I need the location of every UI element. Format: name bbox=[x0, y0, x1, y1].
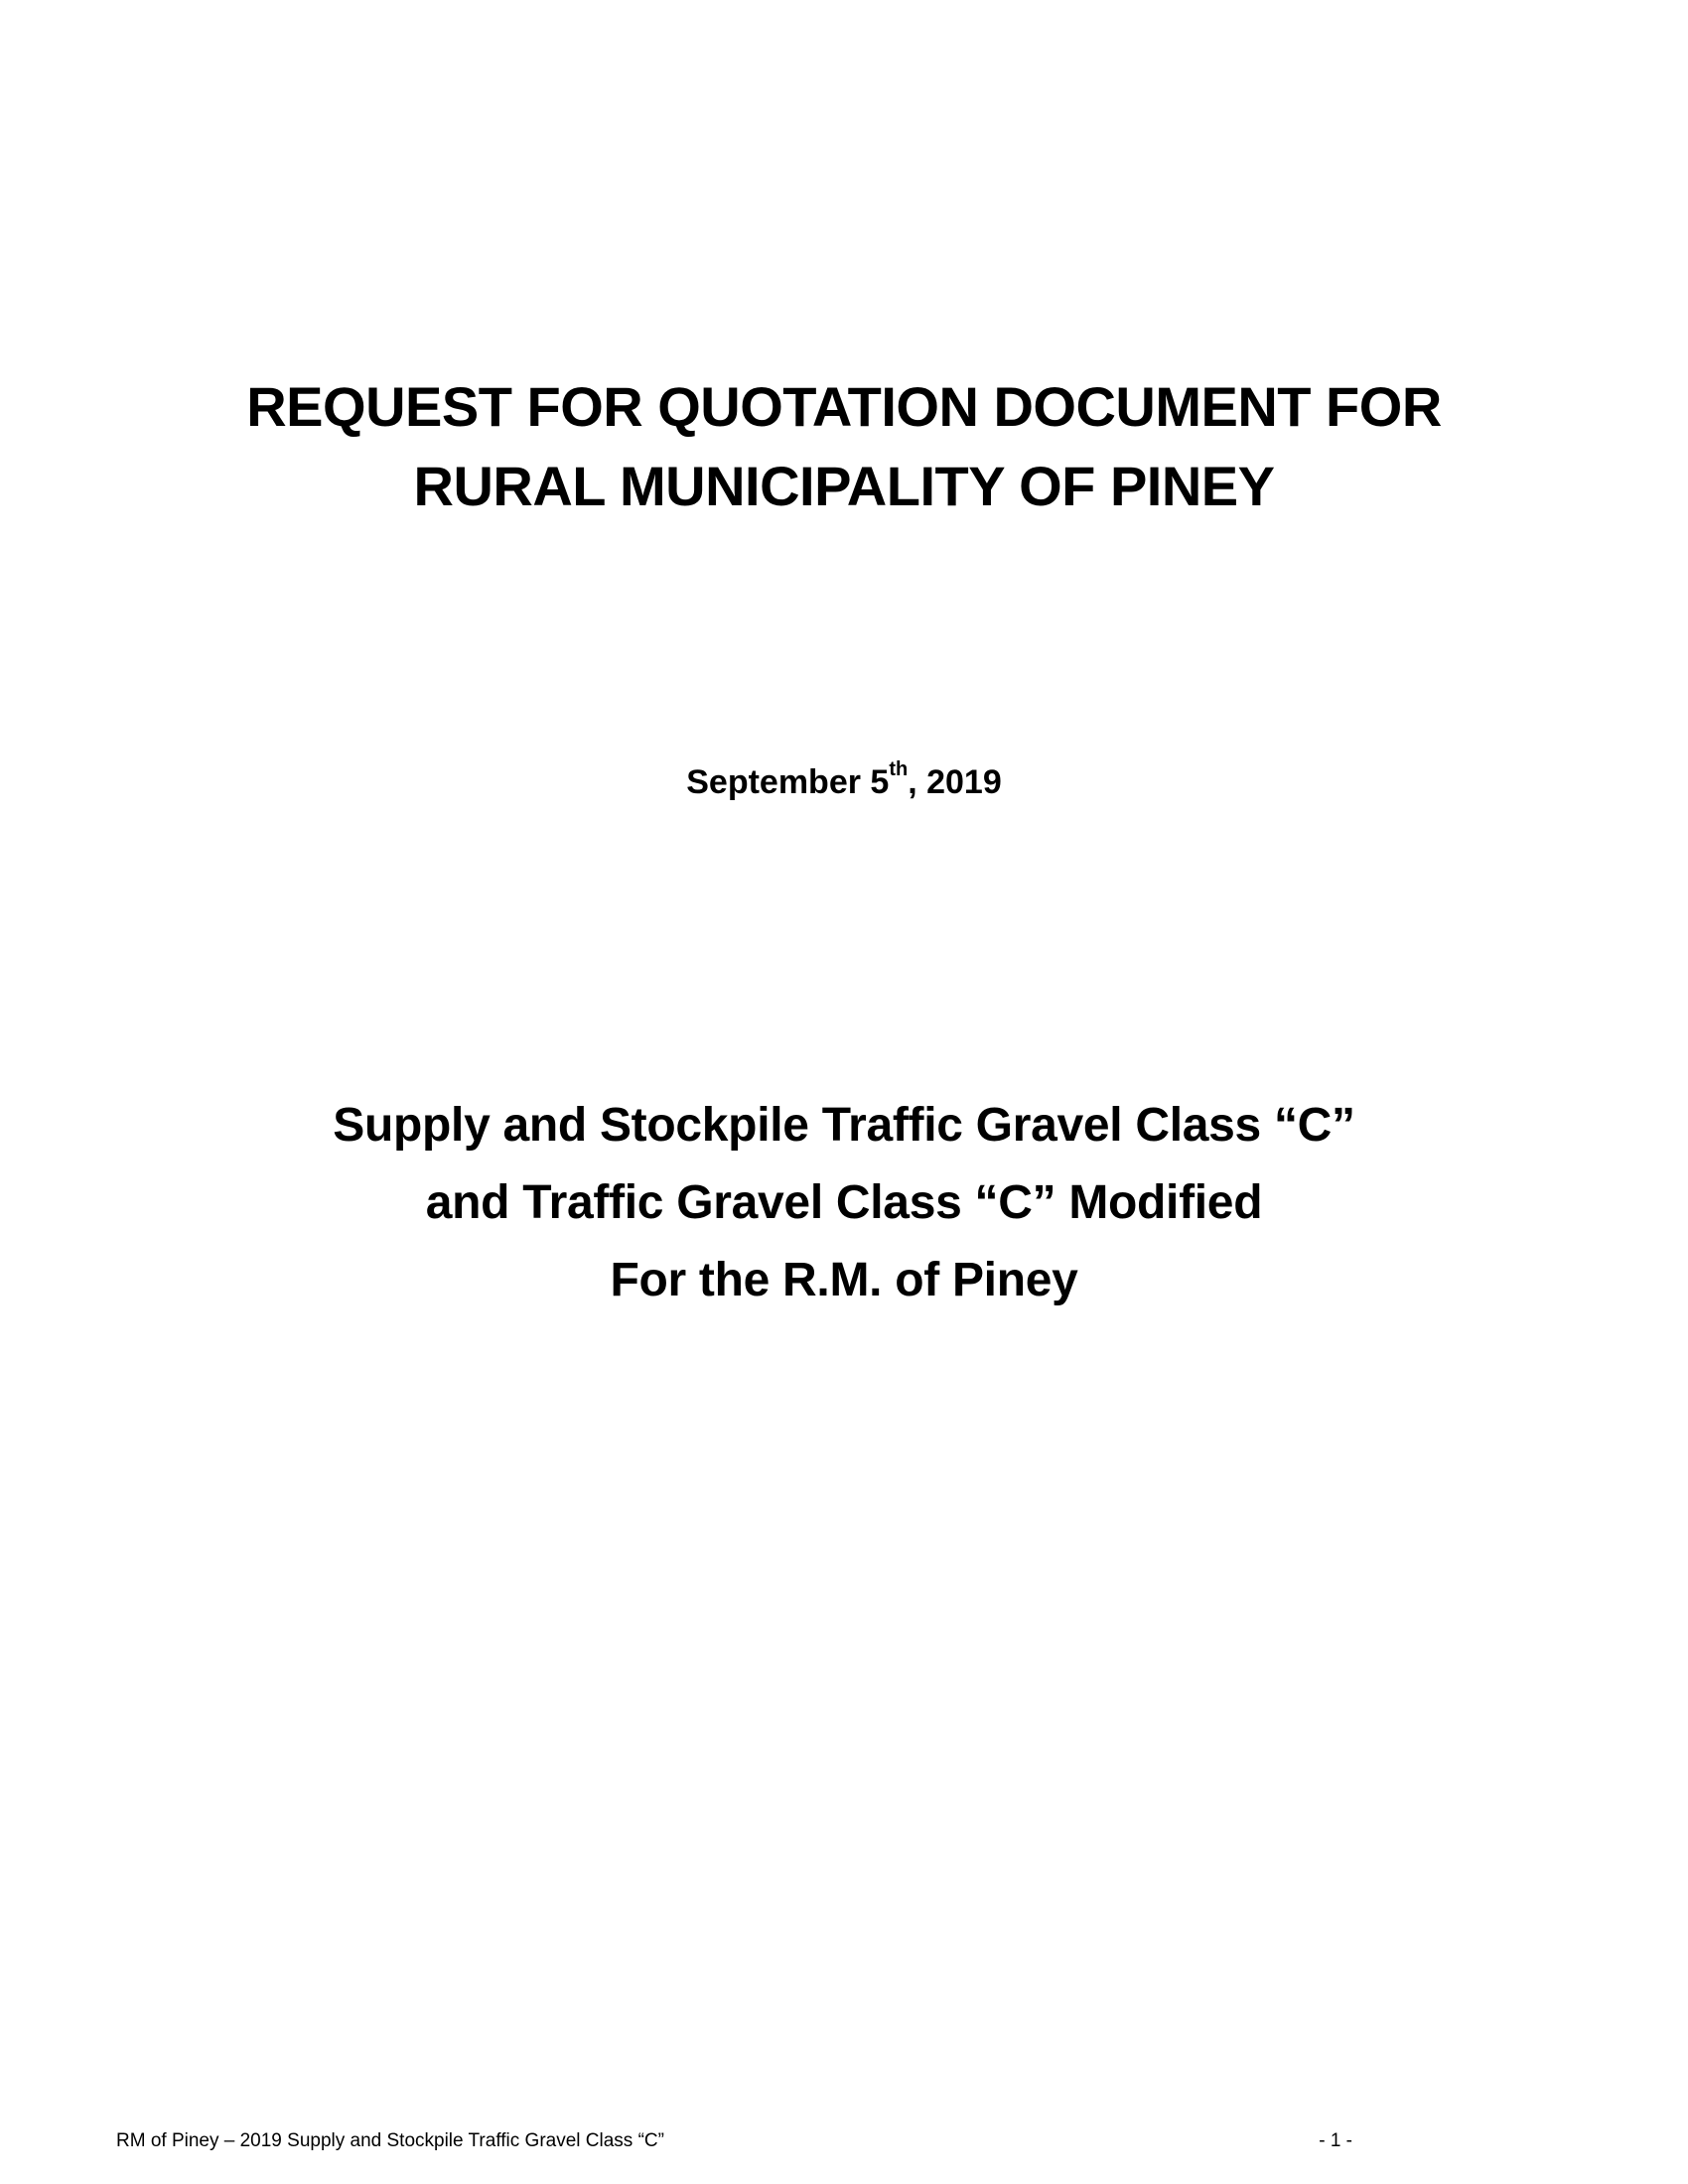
subject-line-3: For the R.M. of Piney bbox=[610, 1254, 1078, 1306]
date-year: , 2019 bbox=[908, 763, 1002, 801]
footer-page-number: - 1 - bbox=[1319, 2130, 1352, 2151]
date-ordinal-suffix: th bbox=[889, 757, 909, 780]
subject-line-1: Supply and Stockpile Traffic Gravel Class “C” bbox=[333, 1099, 1355, 1152]
subject-line-2: and Traffic Gravel Class “C” Modified bbox=[425, 1176, 1263, 1229]
footer-document-reference: RM of Piney – 2019 Supply and Stockpile Traffic Gravel Class “C” bbox=[116, 2130, 664, 2151]
document-subject bbox=[0, 1087, 1688, 1319]
title-line-2: RURAL MUNICIPALITY OF PINEY bbox=[413, 455, 1275, 517]
document-title bbox=[0, 367, 1688, 526]
date-month-day: September 5 bbox=[686, 763, 890, 801]
page-footer bbox=[116, 2126, 1352, 2156]
title-line-1: REQUEST FOR QUOTATION DOCUMENT FOR bbox=[246, 375, 1442, 438]
document-date bbox=[0, 754, 1688, 810]
